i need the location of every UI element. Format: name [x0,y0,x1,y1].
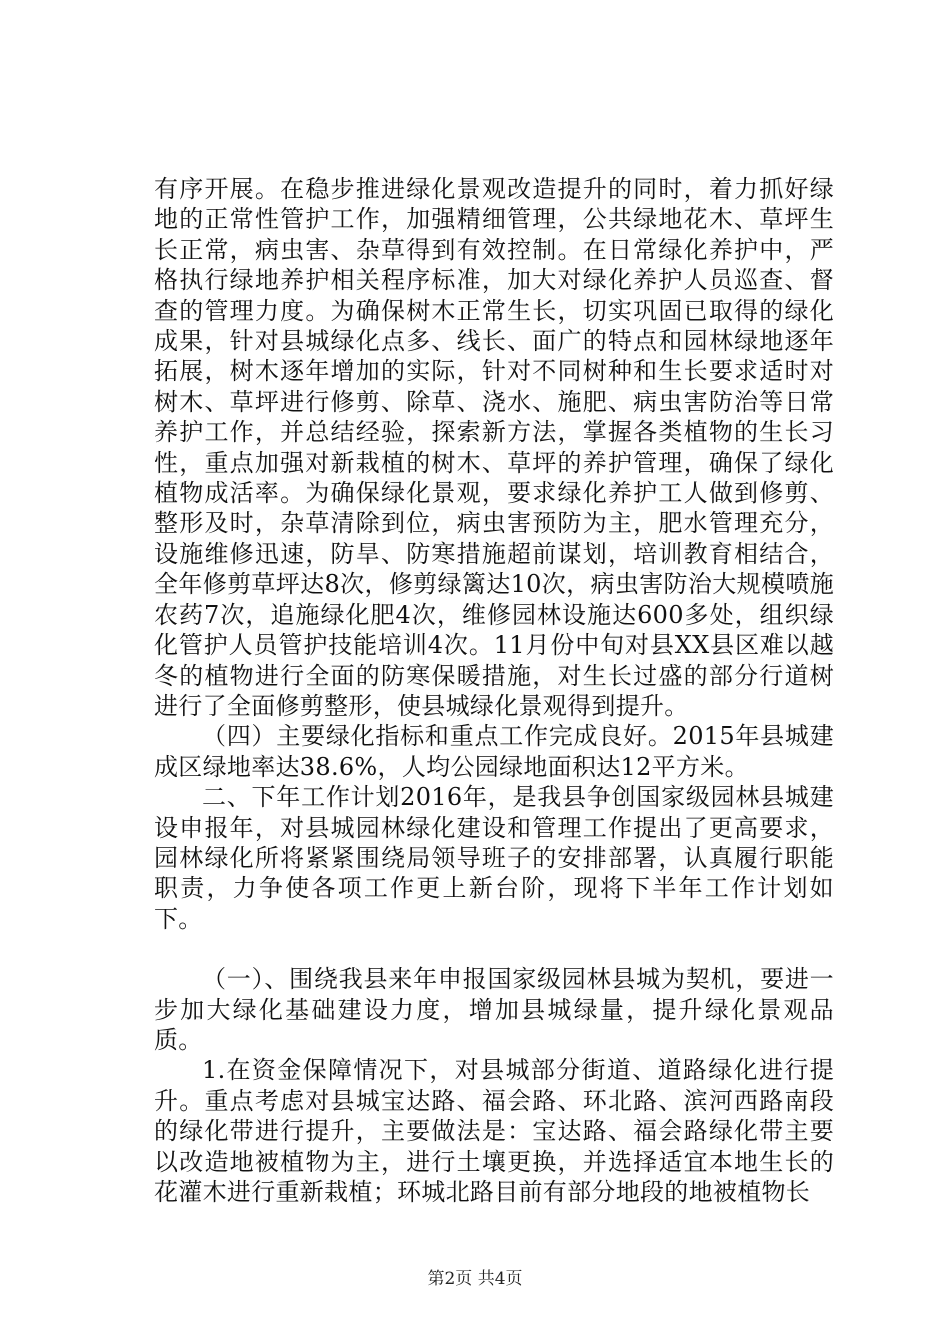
paragraph-section-one: （一）、围绕我县来年申报国家级园林县城为契机，要进一步加大绿化基础建设力度，增加县城绿量，提升绿化景观品质。 [154,965,834,1054]
document-body [154,174,834,1207]
paragraph-item-one: 1.在资金保障情况下，对县城部分街道、道路绿化进行提升。重点考虑对县城宝达路、福会路、环北路、滨河西路南段的绿化带进行提升，主要做法是：宝达路、福会路绿化带主要以改造地被植物为主，进行土壤更换，并选择适宜本地生长的花灌木进行重新栽植；环城北路目前有部分地段的地被植物长 [154,1056,834,1206]
paragraph-next-year-plan: 二、下年工作计划2016年，是我县争创国家级园林县城建设申报年，对县城园林绿化建设和管理工作提出了更高要求，园林绿化所将紧紧围绕局领导班子的安排部署，认真履行职能职责，力争使各项工作更上新台阶，现将下半年工作计划如下。 [154,783,834,933]
paragraph-greening-indicators: （四）主要绿化指标和重点工作完成良好。2015年县城建成区绿地率达38.6%，人均公园绿地面积达12平方米。 [154,722,834,781]
page-number-footer: 第2页 共4页 [427,1269,523,1289]
paragraph-greening-maintenance: 有序开展。在稳步推进绿化景观改造提升的同时，着力抓好绿地的正常性管护工作，加强精细管理，公共绿地花木、草坪生长正常，病虫害、杂草得到有效控制。在日常绿化养护中，严格执行绿地养护相关程序标准，加大对绿化养护人员巡查、督查的管理力度。为确保树木正常生长，切实巩固已取得的绿化成果，针对县城绿化点多、线长、面广的特点和园林绿地逐年拓展，树木逐年增加的实际，针对不同树种和生长要求适时对树木、草坪进行修剪、除草、浇水、施肥、病虫害防治等日常养护工作，并总结经验，探索新方法，掌握各类植物的生长习性，重点加强对新栽植的树木、草坪的养护管理，确保了绿化植物成活率。为确保绿化景观，要求绿化养护工人做到修剪、整形及时，杂草清除到位，病虫害预防为主，肥水管理充分，设施维修迅速，防旱、防寒措施超前谋划，培训教育相结合，全年修剪草坪达8次，修剪绿篱达10次，病虫害防治大规模喷施农药7次，追施绿化肥4次，维修园林设施达600多处，组织绿化管护人员管护技能培训4次。11月份中旬对县XX县区难以越冬的植物进行全面的防寒保暖措施，对生长过盛的部分行道树进行了全面修剪整形，使县城绿化景观得到提升。 [154,175,834,720]
